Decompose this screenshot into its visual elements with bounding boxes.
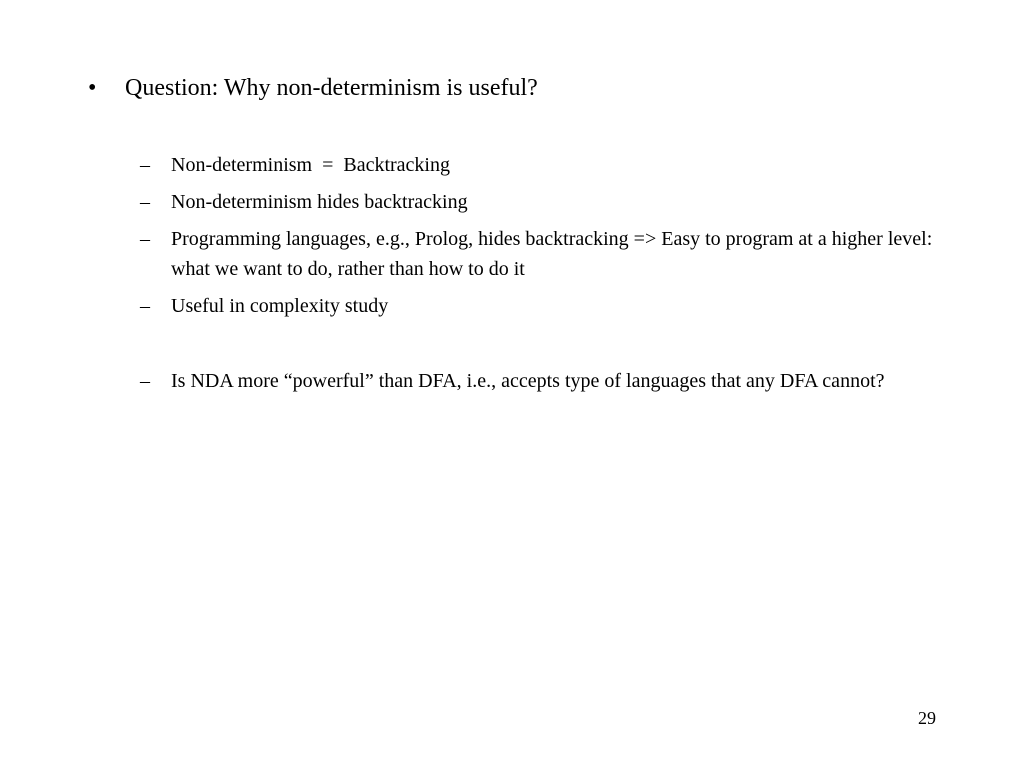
sub-item-text: Is NDA more “powerful” than DFA, i.e., accepts type of languages that any DFA cannot? xyxy=(171,370,885,392)
sub-item-text: Programming languages, e.g., Prolog, hides backtracking => Easy to program at a higher level: what we want to do, rather than how to do it xyxy=(171,228,938,280)
sub-item-text: Non-determinism hides backtracking xyxy=(171,191,468,213)
dash-marker: – xyxy=(140,370,150,392)
sub-item-text: Non-determinism = Backtracking xyxy=(171,154,450,176)
list-item xyxy=(140,187,940,217)
sub-list-group-2 xyxy=(140,366,940,396)
bullet-marker: • xyxy=(88,75,97,101)
dash-marker: – xyxy=(140,295,150,317)
list-item xyxy=(140,224,940,284)
list-item xyxy=(140,366,940,396)
sub-list-group-1 xyxy=(140,150,940,321)
dash-marker: – xyxy=(140,228,150,250)
sub-item-text: Useful in complexity study xyxy=(171,295,389,317)
main-bullet xyxy=(88,70,968,106)
list-item xyxy=(140,291,940,321)
dash-marker: – xyxy=(140,191,150,213)
page-number: 29 xyxy=(918,708,936,728)
main-bullet-text: Question: Why non-determinism is useful? xyxy=(125,75,538,101)
dash-marker: – xyxy=(140,154,150,176)
list-item xyxy=(140,150,940,180)
